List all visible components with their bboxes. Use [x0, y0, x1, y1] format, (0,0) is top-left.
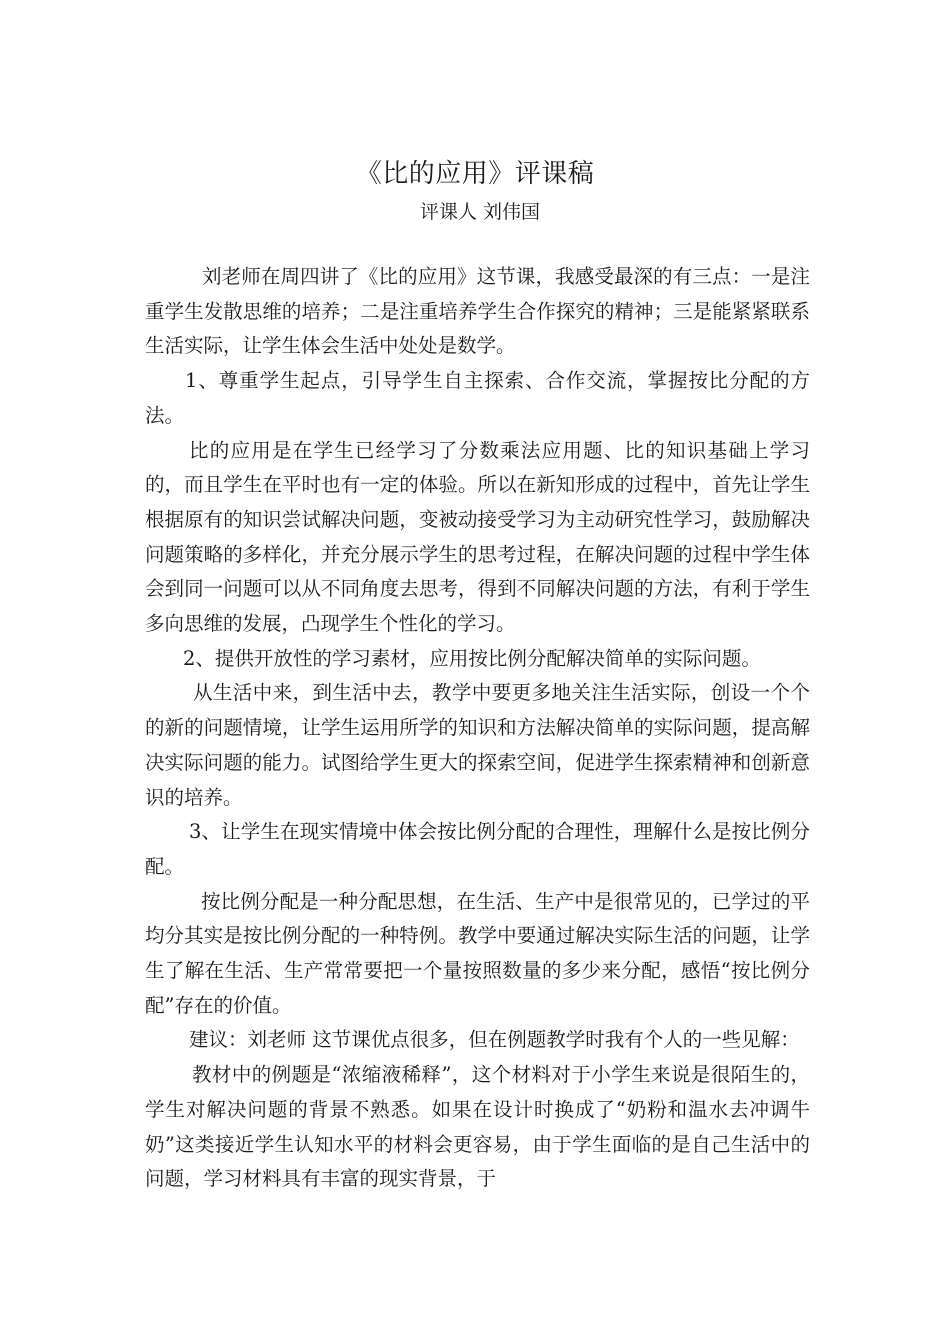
document-body [145, 260, 810, 1197]
paragraph-heading-1: 1、尊重学生起点，引导学生自主探索、合作交流，掌握按比分配的方法。 [145, 369, 810, 427]
paragraph-heading-2: 2、提供开放性的学习素材，应用按比例分配解决简单的实际问题。 [183, 646, 761, 670]
paragraph-intro: 刘老师在周四讲了《比的应用》这节课，我感受最深的有三点：一是注重学生发散思维的培养；二是注重培养学生合作探究的精神；三是能紧紧联系生活实际，让学生体会生活中处处是数学。 [145, 265, 810, 358]
paragraph-heading-3: 3、让学生在现实情境中体会按比例分配的合理性，理解什么是按比例分配。 [145, 820, 810, 878]
paragraph-body-3: 按比例分配是一种分配思想，在生活、生产中是很常见的，已学过的平均分其实是按比例分配的一种特例。教学中要通过解决实际生活的问题，让学生了解在生活、生产常常要把一个量按照数量的多少来分配，感悟“按比例分配”存在的价值。 [145, 889, 810, 1017]
paragraph-body-1: 比的应用是在学生已经学习了分数乘法应用题、比的知识基础上学习的，而且学生在平时也有一定的体验。所以在新知形成的过程中，首先让学生根据原有的知识尝试解决问题，变被动接受学习为主动研究性学习，鼓励解决问题策略的多样化，并充分展示学生的思考过程，在解决问题的过程中学生体会到同一问题可以从不同角度去思考，得到不同解决问题的方法，有利于学生多向思维的发展，凸现学生个性化的学习。 [145, 438, 810, 636]
document-title: 《比的应用》评课稿 [355, 159, 595, 189]
document-author: 评课人 刘伟国 [419, 201, 541, 223]
paragraph-suggestion: 建议：刘老师 这节课优点很多，但在例题教学时我有个人的一些见解： [189, 1028, 800, 1052]
paragraph-suggestion-body: 教材中的例题是“浓缩液稀释”，这个材料对于小学生来说是很陌生的，学生对解决问题的背景不熟悉。如果在设计时换成了“奶粉和温水去冲调牛奶”这类接近学生认知水平的材料会更容易，由于学生面临的是自己生活中的问题，学习材料具有丰富的现实背景，于 [145, 1063, 810, 1191]
paragraph-body-2: 从生活中来，到生活中去，教学中要更多地关注生活实际，创设一个个的新的问题情境，让学生运用所学的知识和方法解决简单的实际问题，提高解决实际问题的能力。试图给学生更大的探索空间，促进学生探索精神和创新意识的培养。 [145, 681, 810, 809]
